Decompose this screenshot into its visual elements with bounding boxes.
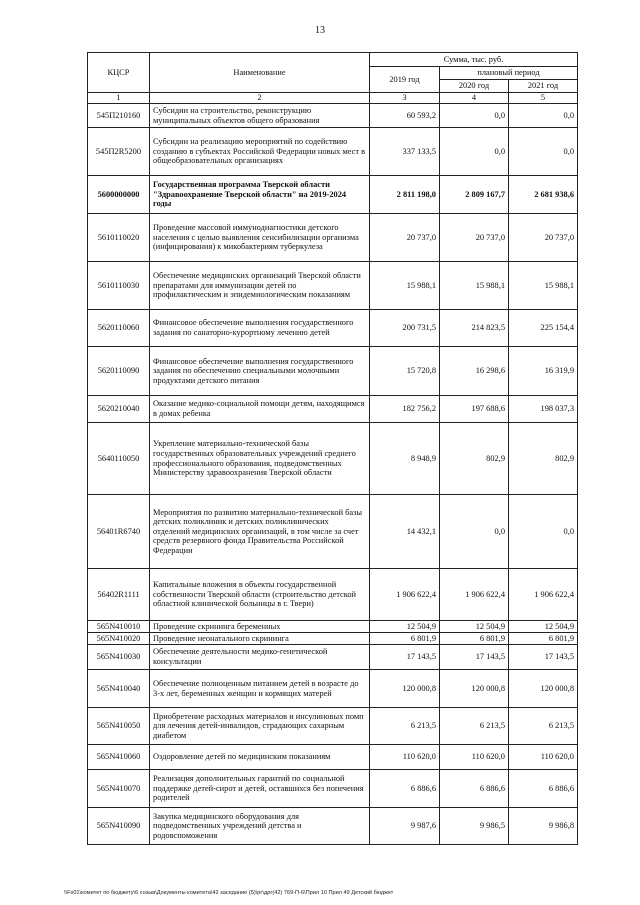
- row-value-2020: 110 620,0: [440, 745, 509, 770]
- row-name: Обеспечение полноценным питанием детей в возрасте до 3-х лет, беременных женщин и кормящих матерей: [150, 670, 370, 708]
- row-value-2020: 15 988,1: [440, 262, 509, 310]
- row-value-2021: 12 504,9: [509, 621, 578, 633]
- row-code: 565N410050: [88, 708, 150, 745]
- table-row: [88, 745, 578, 770]
- row-value-2021: 0,0: [509, 128, 578, 176]
- row-name: Укрепление материально-технической базы государственных образовательных учреждений среднего профессионального образования, подведомственных Министерству здравоохранения Тверской области: [150, 423, 370, 495]
- table-row: [88, 708, 578, 745]
- row-value-2019: 14 432,1: [370, 495, 440, 569]
- row-name: Оздоровление детей по медицинским показаниям: [150, 745, 370, 770]
- row-value-2021: 120 000,8: [509, 670, 578, 708]
- row-value-2020: 17 143,5: [440, 645, 509, 670]
- row-value-2021: 20 737,0: [509, 214, 578, 262]
- row-code: 565N410040: [88, 670, 150, 708]
- row-name: Обеспечение медицинских организаций Тверской области препаратами для иммунизации детей по профилактическим и эпидемиологическим показаниям: [150, 262, 370, 310]
- header-planned-period: плановый период: [440, 67, 578, 80]
- row-value-2020: 20 737,0: [440, 214, 509, 262]
- row-name: Государственная программа Тверской области "Здравоохранение Тверской области" на 2019-2024 годы: [150, 176, 370, 214]
- table-row: [88, 633, 578, 645]
- table-body: [88, 104, 578, 845]
- row-value-2021: 6 801,9: [509, 633, 578, 645]
- row-name: Оказание медико-социальной помощи детям, находящимся в домах ребенка: [150, 396, 370, 423]
- row-value-2019: 8 948,9: [370, 423, 440, 495]
- row-value-2020: 9 986,5: [440, 808, 509, 845]
- row-value-2020: 120 000,8: [440, 670, 509, 708]
- table-row: [88, 808, 578, 845]
- row-value-2019: 2 811 198,0: [370, 176, 440, 214]
- row-name: Закупка медицинского оборудования для подведомственных учреждений детства и родовспоможения: [150, 808, 370, 845]
- row-value-2020: 12 504,9: [440, 621, 509, 633]
- row-name: Субсидии на реализацию мероприятий по содействию созданию в субъектах Российской Федерации новых мест в общеобразовательных организациях: [150, 128, 370, 176]
- row-code: 5640110050: [88, 423, 150, 495]
- table-row: [88, 621, 578, 633]
- row-value-2019: 17 143,5: [370, 645, 440, 670]
- row-value-2021: 802,9: [509, 423, 578, 495]
- row-value-2019: 12 504,9: [370, 621, 440, 633]
- row-code: 565N410090: [88, 808, 150, 845]
- table-row: [88, 310, 578, 347]
- row-value-2019: 60 593,2: [370, 104, 440, 128]
- table-row: [88, 569, 578, 621]
- row-value-2020: 2 809 167,7: [440, 176, 509, 214]
- column-index: 5: [509, 93, 578, 104]
- header-code: КЦСР: [88, 53, 150, 93]
- row-value-2019: 110 620,0: [370, 745, 440, 770]
- row-code: 56402R1111: [88, 569, 150, 621]
- header-year-2019: 2019 год: [370, 67, 440, 93]
- row-value-2021: 6 213,5: [509, 708, 578, 745]
- page-number: 13: [315, 25, 325, 36]
- row-code: 545П2R5200: [88, 128, 150, 176]
- row-code: 5620110060: [88, 310, 150, 347]
- budget-table: [87, 52, 578, 845]
- table-row: [88, 396, 578, 423]
- row-name: Обеспечение деятельности медико-генетической консультации: [150, 645, 370, 670]
- row-code: 5610110030: [88, 262, 150, 310]
- column-index: 1: [88, 93, 150, 104]
- row-name: Капитальные вложения в объекты государственной собственности Тверской области (строительство детской областной клинической больницы в г. Твери): [150, 569, 370, 621]
- row-value-2020: 802,9: [440, 423, 509, 495]
- row-code: 5620110090: [88, 347, 150, 396]
- header-year-2020: 2020 год: [440, 80, 509, 93]
- row-value-2019: 6 886,6: [370, 770, 440, 808]
- row-value-2021: 198 037,3: [509, 396, 578, 423]
- row-value-2019: 20 737,0: [370, 214, 440, 262]
- row-code: 5600000000: [88, 176, 150, 214]
- table-row: [88, 128, 578, 176]
- row-value-2020: 1 906 622,4: [440, 569, 509, 621]
- table-header: [88, 53, 578, 104]
- row-value-2020: 0,0: [440, 128, 509, 176]
- row-value-2019: 15 720,8: [370, 347, 440, 396]
- table-row: [88, 262, 578, 310]
- row-code: 565N410010: [88, 621, 150, 633]
- row-value-2021: 0,0: [509, 495, 578, 569]
- column-index: 2: [150, 93, 370, 104]
- row-value-2021: 17 143,5: [509, 645, 578, 670]
- row-value-2019: 6 213,5: [370, 708, 440, 745]
- table-row: [88, 214, 578, 262]
- row-value-2020: 6 886,6: [440, 770, 509, 808]
- header-name: Наименование: [150, 53, 370, 93]
- row-value-2021: 16 319,9: [509, 347, 578, 396]
- row-code: 565N410020: [88, 633, 150, 645]
- row-name: Приобретение расходных материалов и инсулиновых помп для лечения детей-инвалидов, страдающих сахарным диабетом: [150, 708, 370, 745]
- row-value-2020: 197 688,6: [440, 396, 509, 423]
- row-value-2019: 182 756,2: [370, 396, 440, 423]
- row-value-2021: 110 620,0: [509, 745, 578, 770]
- row-code: 545П210160: [88, 104, 150, 128]
- row-code: 5610110020: [88, 214, 150, 262]
- row-name: Реализация дополнительных гарантий по социальной поддержке детей-сирот и детей, оставшихся без попечения родителей: [150, 770, 370, 808]
- row-value-2020: 0,0: [440, 104, 509, 128]
- row-value-2021: 9 986,8: [509, 808, 578, 845]
- table-row: [88, 347, 578, 396]
- row-code: 565N410070: [88, 770, 150, 808]
- row-value-2019: 120 000,8: [370, 670, 440, 708]
- row-value-2019: 337 133,5: [370, 128, 440, 176]
- header-year-2021: 2021 год: [509, 80, 578, 93]
- row-name: Проведение массовой иммунодиагностики детского населения с целью выявления сенсибилизации организма (инфицирования) к микобактериям туберкулеза: [150, 214, 370, 262]
- table-row: [88, 495, 578, 569]
- row-code: 565N410060: [88, 745, 150, 770]
- row-value-2021: 15 988,1: [509, 262, 578, 310]
- row-value-2019: 6 801,9: [370, 633, 440, 645]
- row-name: Финансовое обеспечение выполнения государственного задания по санаторно-курортному лечению детей: [150, 310, 370, 347]
- row-value-2019: 1 906 622,4: [370, 569, 440, 621]
- row-value-2020: 16 298,6: [440, 347, 509, 396]
- table-row: [88, 770, 578, 808]
- row-value-2021: 1 906 622,4: [509, 569, 578, 621]
- row-code: 5620210040: [88, 396, 150, 423]
- row-name: Финансовое обеспечение выполнения государственного задания по обеспечению специальными молочными продуктами детского питания: [150, 347, 370, 396]
- table-row: [88, 176, 578, 214]
- row-value-2019: 15 988,1: [370, 262, 440, 310]
- row-value-2021: 6 886,6: [509, 770, 578, 808]
- row-value-2020: 214 823,5: [440, 310, 509, 347]
- table-row: [88, 423, 578, 495]
- row-name: Проведение неонатального скрининга: [150, 633, 370, 645]
- row-name: Субсидии на строительство, реконструкцию муниципальных объектов общего образования: [150, 104, 370, 128]
- row-name: Проведение скрининга беременных: [150, 621, 370, 633]
- header-sum: Сумма, тыс. руб.: [370, 53, 578, 67]
- table-row: [88, 670, 578, 708]
- table-row: [88, 104, 578, 128]
- table-row: [88, 645, 578, 670]
- row-value-2021: 225 154,4: [509, 310, 578, 347]
- row-value-2019: 200 731,5: [370, 310, 440, 347]
- footer-file-path: \\Fs01\комитет по бюджету\6 созыв\Документы комитета\42 заседание (5)\рг\дрг(42) 769-П-6\Прил 10 Прил 49 Детский бюджет: [64, 890, 394, 896]
- row-value-2020: 0,0: [440, 495, 509, 569]
- row-code: 565N410030: [88, 645, 150, 670]
- row-value-2020: 6 213,5: [440, 708, 509, 745]
- row-value-2021: 2 681 938,6: [509, 176, 578, 214]
- row-value-2020: 6 801,9: [440, 633, 509, 645]
- column-index: 3: [370, 93, 440, 104]
- row-code: 56401R6740: [88, 495, 150, 569]
- row-value-2021: 0,0: [509, 104, 578, 128]
- row-name: Мероприятия по развитию материально-технической базы детских поликлиник и детских поликлинических отделений медицинских организаций, в том числе за счет средств резервного фонда Правительства Российской Федерации: [150, 495, 370, 569]
- row-value-2019: 9 987,6: [370, 808, 440, 845]
- column-index: 4: [440, 93, 509, 104]
